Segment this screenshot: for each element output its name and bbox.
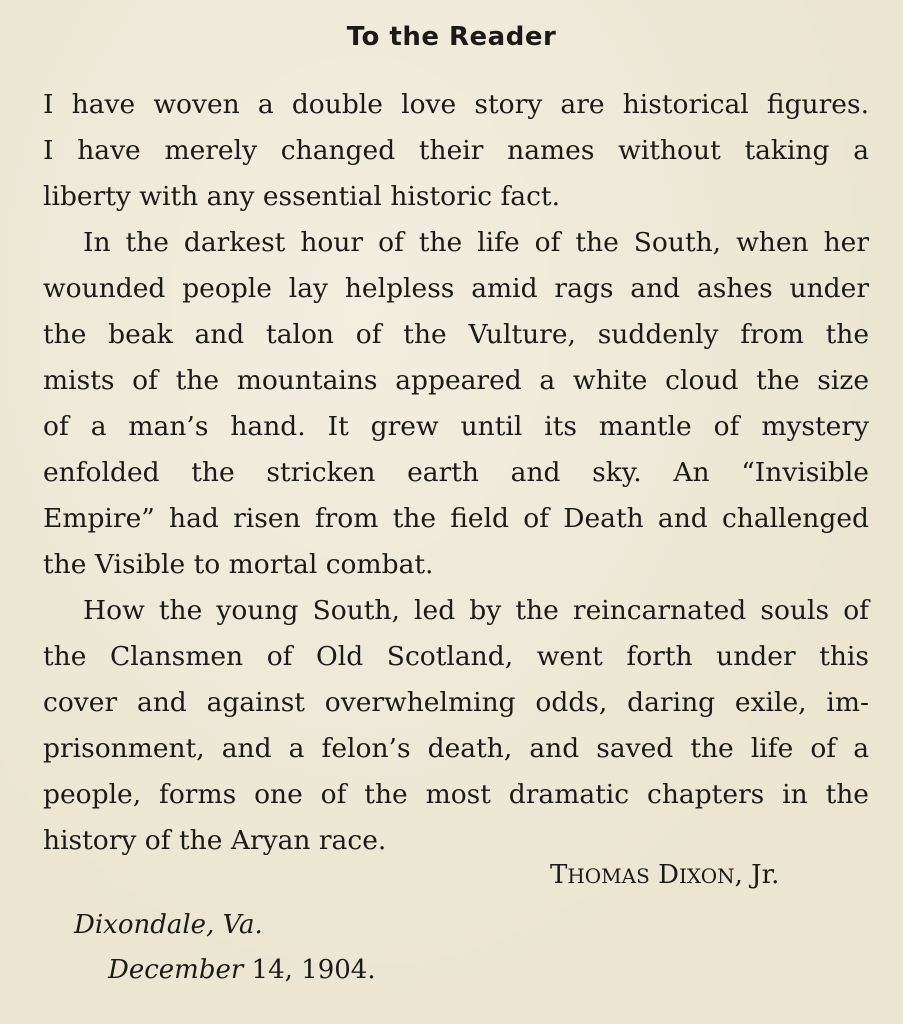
text-line: I have woven a double love story are historical figures.	[43, 89, 869, 120]
signature-first-rest: HOMAS	[567, 864, 650, 888]
text-line: the Clansmen of Old Scotland, went forth under this	[43, 641, 869, 672]
place-line: Dixondale, Va.	[74, 910, 263, 940]
text-line: people, forms one of the most dramatic chapters in the	[43, 779, 869, 810]
text-line: prisonment, and a felon’s death, and saved the life of a	[43, 733, 869, 764]
text-line: of a man’s hand. It grew until its mantle of mystery	[43, 411, 869, 442]
text-line: How the young South, led by the reincarnated souls of	[83, 595, 869, 626]
text-line: the beak and talon of the Vulture, suddenly from the	[43, 319, 869, 350]
text-line: liberty with any essential historic fact.	[43, 181, 560, 212]
author-signature	[550, 860, 779, 890]
text-line: I have merely changed their names without taking a	[43, 135, 869, 166]
text-line: cover and against overwhelming odds, daring exile, im-	[43, 687, 869, 718]
text-line: wounded people lay helpless amid rags and ashes under	[43, 273, 869, 304]
signature-first-initial: T	[550, 860, 568, 890]
body-text	[43, 82, 869, 864]
date-month: December	[108, 955, 244, 985]
text-line: In the darkest hour of the life of the South, when her	[83, 227, 869, 258]
text-line: Empire” had risen from the field of Death and challenged	[43, 503, 869, 534]
text-line: mists of the mountains appeared a white cloud the size	[43, 365, 869, 396]
text-line: the Visible to mortal combat.	[43, 549, 434, 580]
text-line: enfolded the stricken earth and sky. An “Invisible	[43, 457, 869, 488]
date-line	[108, 955, 376, 985]
signature-last-initial: D	[658, 860, 679, 890]
page-title: To the Reader	[346, 22, 557, 52]
date-day-year: 14, 1904.	[243, 955, 376, 985]
signature-last-rest: IXON	[678, 864, 735, 888]
text-line: history of the Aryan race.	[43, 825, 387, 856]
signature-suffix: , Jr.	[734, 860, 780, 890]
